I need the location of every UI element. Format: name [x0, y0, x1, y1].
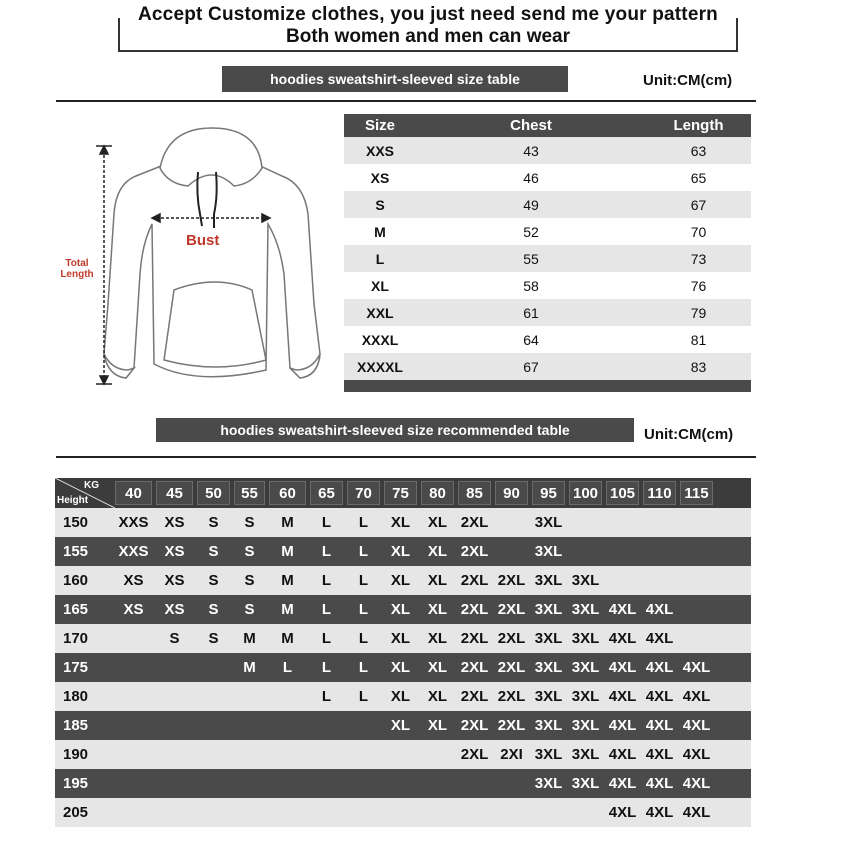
recommended-size-cell: 3XL	[534, 717, 563, 734]
size-cell: XXXL	[361, 331, 399, 348]
weight-header-cell: 105	[606, 481, 639, 505]
weight-header-cell: 100	[569, 481, 602, 505]
recommended-size-cell: M	[281, 630, 294, 647]
weight-header-cell: 115	[680, 481, 713, 505]
size-table-unit: Unit:CM(cm)	[643, 72, 733, 89]
recommended-size-cell: 3XL	[571, 659, 600, 676]
size-table-row	[344, 245, 751, 272]
recommended-size-cell: XS	[123, 601, 144, 618]
recommended-size-cell: 3XL	[534, 775, 563, 792]
weight-header-cell: 60	[269, 481, 306, 505]
size-cell: S	[375, 196, 385, 213]
recommended-size-cell: 4XL	[682, 717, 711, 734]
section-divider-2	[56, 456, 756, 458]
recommended-size-cell: 2XL	[460, 572, 489, 589]
chest-cell: 67	[523, 358, 539, 375]
recommended-size-cell: XL	[427, 514, 448, 531]
size-table-footer	[344, 380, 751, 392]
header-line-2: Both women and men can wear	[286, 26, 570, 47]
recommend-table-row	[55, 682, 751, 711]
recommend-table-row	[55, 711, 751, 740]
height-cell: 190	[63, 746, 89, 763]
recommended-size-cell: 3XL	[534, 572, 563, 589]
recommended-size-cell: XL	[390, 601, 411, 618]
recommended-size-cell: L	[358, 659, 369, 676]
recommended-size-cell: 4XL	[608, 746, 637, 763]
size-table-row	[344, 164, 751, 191]
recommend-table-body	[55, 508, 751, 827]
recommended-size-cell: 2XL	[460, 746, 489, 763]
recommend-table-banner: hoodies sweatshirt-sleeved size recommended table	[156, 418, 634, 442]
size-cell: M	[374, 223, 386, 240]
table-corner	[55, 478, 115, 508]
recommended-size-cell: XL	[390, 514, 411, 531]
recommended-size-cell: XL	[427, 630, 448, 647]
chest-cell: 52	[523, 223, 539, 240]
recommended-size-cell: 4XL	[645, 717, 674, 734]
weight-header-cell: 50	[197, 481, 230, 505]
chest-cell: 55	[523, 250, 539, 267]
recommended-size-cell: XS	[164, 601, 185, 618]
recommend-table-unit: Unit:CM(cm)	[644, 426, 734, 443]
recommended-size-cell: S	[208, 514, 219, 531]
recommended-size-cell: L	[358, 543, 369, 560]
recommended-size-cell: 4XL	[682, 688, 711, 705]
weight-header-cell: 90	[495, 481, 528, 505]
recommended-size-cell: 4XL	[608, 717, 637, 734]
recommended-size-cell: 2XL	[497, 717, 526, 734]
recommended-size-cell: XL	[390, 688, 411, 705]
recommended-size-cell: S	[244, 601, 255, 618]
recommended-size-cell: 4XL	[608, 601, 637, 618]
recommended-size-cell: L	[358, 601, 369, 618]
total-length-label	[52, 258, 102, 280]
recommended-size-cell: M	[281, 601, 294, 618]
recommended-size-cell: 4XL	[608, 804, 637, 821]
length-cell: 79	[690, 304, 707, 321]
size-column-header: Size	[364, 117, 395, 134]
height-cell: 185	[63, 717, 89, 734]
recommended-size-cell: L	[358, 514, 369, 531]
recommend-table-row	[55, 740, 751, 769]
recommended-size-cell: S	[244, 514, 255, 531]
recommended-size-cell: 3XL	[571, 775, 600, 792]
size-cell: XL	[371, 277, 389, 294]
recommended-size-cell: XL	[427, 659, 448, 676]
recommend-table-header	[55, 478, 751, 508]
recommended-size-cell: XL	[427, 688, 448, 705]
recommended-size-cell: 2XI	[500, 746, 523, 763]
size-cell: XXXXL	[357, 358, 403, 375]
chest-cell: 58	[523, 277, 539, 294]
recommended-size-cell: 2XL	[460, 601, 489, 618]
height-cell: 155	[63, 543, 89, 560]
recommended-size-cell: 4XL	[682, 775, 711, 792]
size-table-header	[344, 114, 751, 137]
recommended-size-cell: 2XL	[460, 659, 489, 676]
recommend-table-row	[55, 537, 751, 566]
recommended-size-cell: 3XL	[534, 630, 563, 647]
recommended-size-cell: XS	[164, 514, 185, 531]
size-table-row	[344, 326, 751, 353]
chest-cell: 43	[523, 142, 539, 159]
recommended-size-cell: XS	[164, 572, 185, 589]
recommended-size-cell: 4XL	[608, 688, 637, 705]
recommended-size-cell: 3XL	[571, 688, 600, 705]
recommended-size-cell: 3XL	[534, 543, 563, 560]
recommended-size-cell: M	[281, 572, 294, 589]
hoodie-diagram	[56, 124, 338, 390]
chest-cell: 46	[523, 169, 539, 186]
recommended-size-cell: S	[169, 630, 180, 647]
recommended-size-cell: L	[358, 688, 369, 705]
recommended-size-cell: 3XL	[571, 572, 600, 589]
recommended-size-cell: 4XL	[645, 804, 674, 821]
bust-label: Bust	[186, 232, 220, 249]
size-cell: XS	[370, 169, 390, 186]
length-cell: 73	[690, 250, 707, 267]
size-table-banner: hoodies sweatshirt-sleeved size table	[222, 66, 568, 92]
weight-header-cell: 80	[421, 481, 454, 505]
recommended-size-cell: XL	[390, 630, 411, 647]
recommended-size-cell: 4XL	[645, 775, 674, 792]
recommended-size-cell: 4XL	[645, 746, 674, 763]
recommended-size-cell: S	[208, 543, 219, 560]
total-length-label-line-2: Length	[60, 269, 94, 280]
recommended-size-cell: 3XL	[571, 746, 600, 763]
recommended-size-cell: L	[321, 659, 332, 676]
height-cell: 195	[63, 775, 89, 792]
recommend-table-row	[55, 566, 751, 595]
recommended-size-cell: 2XL	[460, 688, 489, 705]
recommended-size-cell: 4XL	[645, 688, 674, 705]
recommended-size-cell: 4XL	[682, 659, 711, 676]
height-cell: 150	[63, 514, 89, 531]
length-cell: 76	[690, 277, 707, 294]
recommended-size-cell: 3XL	[571, 717, 600, 734]
size-cell: XXL	[366, 304, 394, 321]
recommended-size-cell: M	[281, 514, 294, 531]
recommend-table-row	[55, 508, 751, 537]
recommended-size-cell: L	[321, 630, 332, 647]
recommended-size-cell: 2XL	[460, 543, 489, 560]
recommended-size-cell: L	[282, 659, 293, 676]
size-table-row	[344, 272, 751, 299]
recommended-size-cell: L	[358, 572, 369, 589]
recommended-size-cell: XL	[390, 572, 411, 589]
size-table-row	[344, 191, 751, 218]
size-cell: L	[375, 250, 385, 267]
recommended-size-cell: XL	[427, 601, 448, 618]
recommended-size-cell: 2XL	[497, 659, 526, 676]
recommended-size-cell: 4XL	[645, 659, 674, 676]
recommended-size-cell: S	[208, 601, 219, 618]
length-cell: 70	[690, 223, 707, 240]
size-table-row	[344, 353, 751, 380]
total-length-label-line-1: Total	[65, 258, 89, 269]
recommended-size-cell: 4XL	[682, 746, 711, 763]
recommend-table-row	[55, 653, 751, 682]
recommend-table-row	[55, 624, 751, 653]
recommended-size-cell: 3XL	[571, 601, 600, 618]
recommend-table	[55, 478, 751, 827]
recommended-size-cell: 2XL	[497, 601, 526, 618]
recommended-size-cell: 3XL	[534, 514, 563, 531]
weight-header-cell: 55	[234, 481, 265, 505]
recommended-size-cell: XS	[123, 572, 144, 589]
recommended-size-cell: 3XL	[534, 688, 563, 705]
chest-cell: 64	[523, 331, 539, 348]
height-cell: 170	[63, 630, 89, 647]
recommended-size-cell: 2XL	[460, 630, 489, 647]
recommended-size-cell: L	[321, 601, 332, 618]
height-cell: 205	[63, 804, 89, 821]
recommended-size-cell: XL	[427, 717, 448, 734]
chest-cell: 61	[523, 304, 539, 321]
recommended-size-cell: L	[358, 630, 369, 647]
size-cell: XXS	[365, 142, 394, 159]
recommended-size-cell: L	[321, 543, 332, 560]
recommended-size-cell: 4XL	[608, 775, 637, 792]
weight-header-cell: 95	[532, 481, 565, 505]
recommended-size-cell: L	[321, 572, 332, 589]
chest-cell: 49	[523, 196, 539, 213]
recommended-size-cell: 3XL	[534, 601, 563, 618]
size-table-row	[344, 218, 751, 245]
recommend-table-row	[55, 595, 751, 624]
recommended-size-cell: 2XL	[497, 688, 526, 705]
height-cell: 165	[63, 601, 89, 618]
recommended-size-cell: XL	[427, 543, 448, 560]
recommended-size-cell: S	[208, 630, 219, 647]
recommended-size-cell: XS	[164, 543, 185, 560]
recommended-size-cell: L	[321, 688, 332, 705]
length-cell: 81	[690, 331, 707, 348]
height-cell: 160	[63, 572, 89, 589]
recommended-size-cell: 4XL	[608, 659, 637, 676]
recommended-size-cell: 2XL	[497, 572, 526, 589]
recommended-size-cell: 4XL	[645, 630, 674, 647]
size-table-row	[344, 299, 751, 326]
recommended-size-cell: M	[243, 630, 256, 647]
recommended-size-cell: XXS	[118, 543, 149, 560]
recommended-size-cell: 4XL	[645, 601, 674, 618]
recommended-size-cell: 3XL	[571, 630, 600, 647]
recommended-size-cell: L	[321, 514, 332, 531]
recommended-size-cell: 3XL	[534, 746, 563, 763]
length-cell: 67	[690, 196, 707, 213]
recommended-size-cell: XL	[390, 717, 411, 734]
recommended-size-cell: XL	[390, 659, 411, 676]
recommended-size-cell: S	[244, 572, 255, 589]
recommended-size-cell: M	[243, 659, 256, 676]
weight-header-cell: 85	[458, 481, 491, 505]
height-cell: 175	[63, 659, 89, 676]
length-cell: 63	[690, 142, 707, 159]
recommended-size-cell: M	[281, 543, 294, 560]
recommended-size-cell: XXS	[118, 514, 149, 531]
size-table	[344, 114, 751, 392]
height-label: Height	[57, 495, 89, 506]
weight-header-cell: 110	[643, 481, 676, 505]
recommended-size-cell: S	[208, 572, 219, 589]
section-divider	[56, 100, 756, 102]
chest-column-header: Chest	[510, 117, 552, 134]
recommended-size-cell: S	[244, 543, 255, 560]
length-column-header: Length	[673, 117, 724, 134]
weight-header-cell: 40	[115, 481, 152, 505]
weight-header-cell: 65	[310, 481, 343, 505]
height-cell: 180	[63, 688, 89, 705]
weight-header-cell: 70	[347, 481, 380, 505]
recommended-size-cell: 4XL	[608, 630, 637, 647]
recommended-size-cell: XL	[390, 543, 411, 560]
weight-header-cell: 45	[156, 481, 193, 505]
kg-label: KG	[84, 480, 99, 491]
recommended-size-cell: 4XL	[682, 804, 711, 821]
recommended-size-cell: XL	[427, 572, 448, 589]
recommend-table-row	[55, 769, 751, 798]
recommended-size-cell: 2XL	[460, 717, 489, 734]
size-table-body	[344, 137, 751, 380]
length-cell: 65	[690, 169, 707, 186]
header-line-1: Accept Customize clothes, you just need send me your pattern	[137, 4, 718, 25]
recommended-size-cell: 2XL	[497, 630, 526, 647]
weight-header-cell: 75	[384, 481, 417, 505]
recommend-table-row	[55, 798, 751, 827]
size-table-row	[344, 137, 751, 164]
length-cell: 83	[690, 358, 707, 375]
recommended-size-cell: 3XL	[534, 659, 563, 676]
recommended-size-cell: 2XL	[460, 514, 489, 531]
